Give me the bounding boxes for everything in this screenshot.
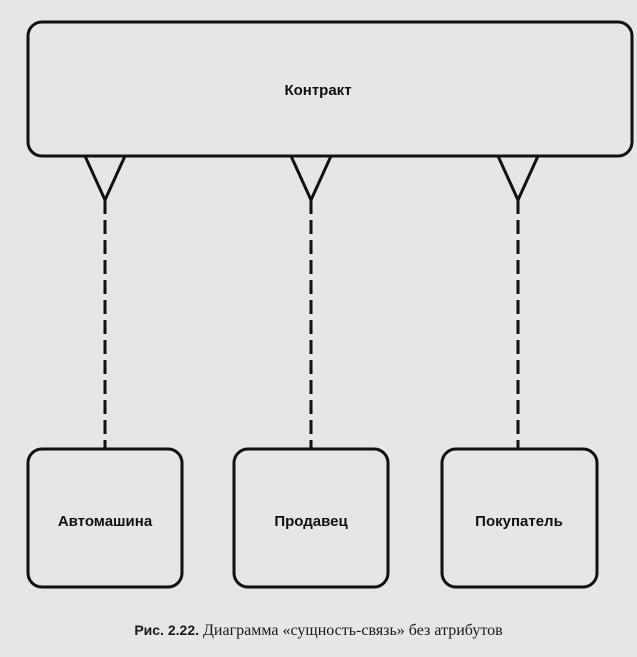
entity-seller-label: Продавец [274,513,348,530]
entity-seller [234,449,388,587]
relationship-line-auto [85,156,125,448]
figure-caption-text: Диаграмма «сущность-связь» без атрибутов [203,622,503,639]
entity-buyer [442,449,597,587]
crows-foot-icon [291,156,331,200]
relationship-line-buyer [498,156,538,448]
crows-foot-icon [85,156,125,200]
relationship-line-seller [291,156,331,448]
figure-caption [0,622,637,640]
entity-buyer-label: Покупатель [475,513,563,530]
entity-auto [28,449,182,587]
figure-number: Рис. 2.22. [134,622,199,638]
crows-foot-icon [498,156,538,200]
entity-auto-label: Автомашина [57,513,153,530]
entity-contract [28,22,632,156]
entity-contract-label: Контракт [284,82,352,99]
